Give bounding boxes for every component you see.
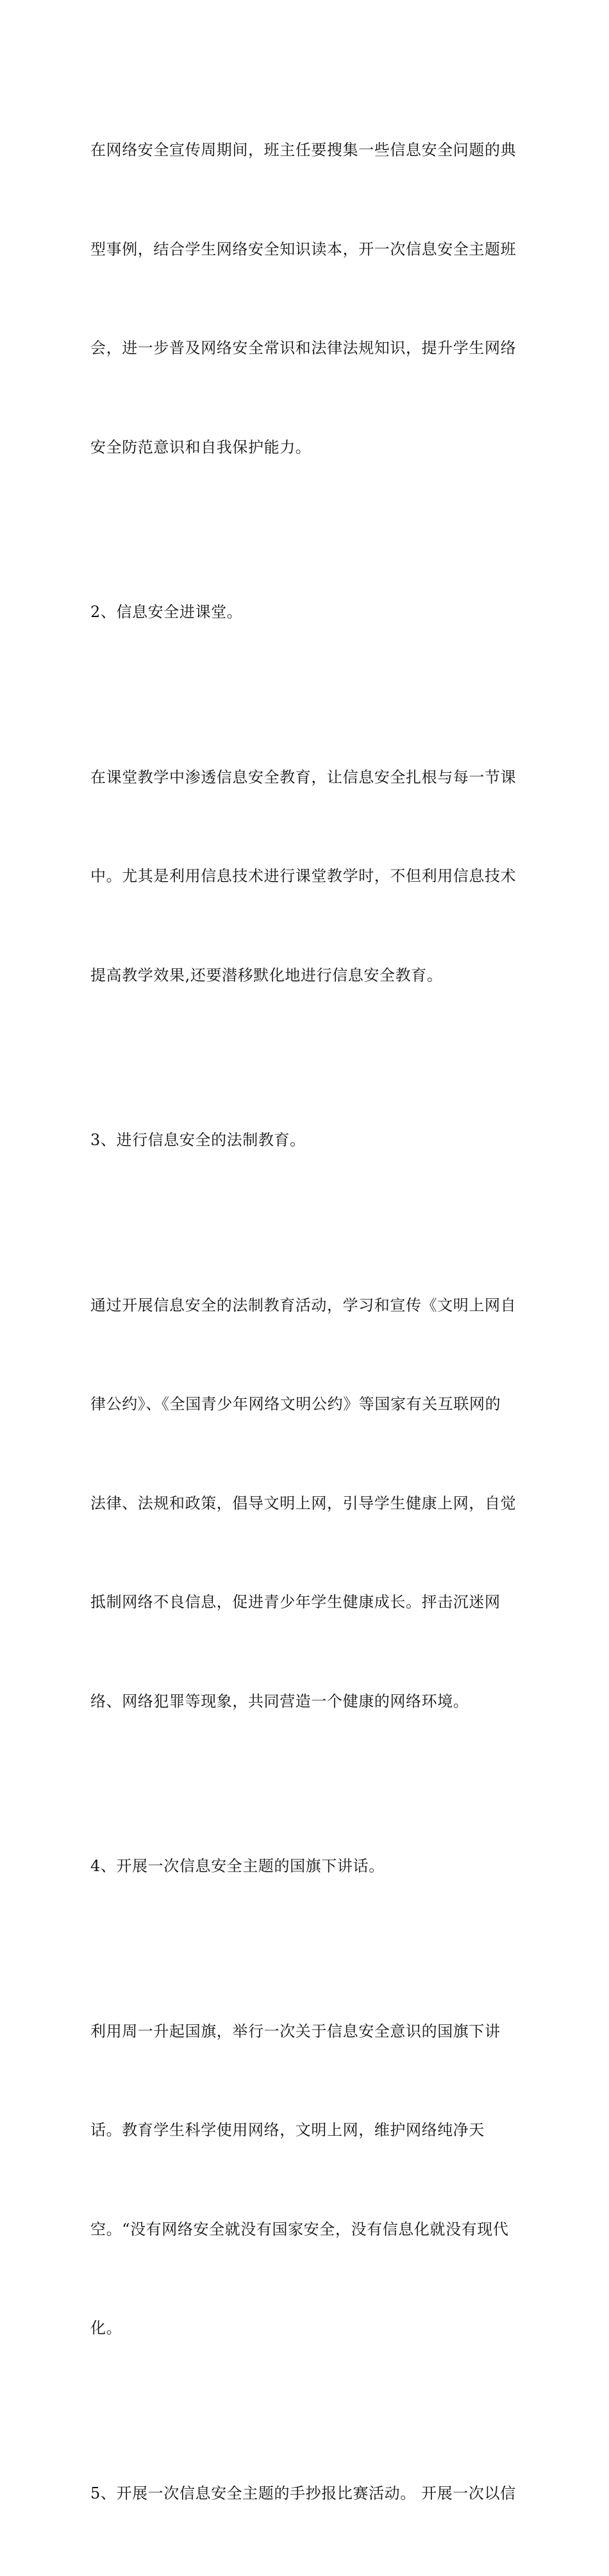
text-line: 络、网络犯罪等现象，共同营造一个健康的网络环境。 xyxy=(90,1685,526,1719)
text-line: 提高教学效果,还要潜移默化地进行信息安全教育。 xyxy=(90,959,526,993)
heading-item-4 xyxy=(90,1784,526,1949)
text-line: 抵制网络不良信息，促进青少年学生健康成长。抨击沉迷网 xyxy=(90,1586,526,1619)
heading-item-2 xyxy=(90,530,526,695)
text-line: 会，进一步普及网络安全常识和法律法规知识，提升学生网络 xyxy=(90,332,526,365)
document-page xyxy=(0,0,609,788)
text-line: 3、进行信息安全的法制教育。 xyxy=(90,1124,526,1157)
text-line: 通过开展信息安全的法制教育活动，学习和宣传《文明上网自 xyxy=(90,1289,526,1323)
text-line: 安全防范意识和自我保护能力。 xyxy=(90,431,526,465)
paragraph-flag-speech xyxy=(90,1949,526,2411)
text-line: 2、信息安全进课堂。 xyxy=(90,596,526,629)
text-line: 型事例，结合学生网络安全知识读本，开一次信息安全主题班 xyxy=(90,233,526,267)
text-line: 律公约》、《全国青少年网络文明公约》等国家有关互联网的 xyxy=(90,1388,526,1421)
text-line: 在网络安全宣传周期间，班主任要搜集一些信息安全问题的典 xyxy=(90,134,526,167)
text-line: 在课堂教学中渗透信息安全教育，让信息安全扎根与每一节课 xyxy=(90,761,526,795)
text-line: 利用周一升起国旗，举行一次关于信息安全意识的国旗下讲 xyxy=(90,2015,526,2049)
heading-item-5 xyxy=(90,2411,526,2576)
text-line: 5、开展一次信息安全主题的手抄报比赛活动。 开展一次以信 xyxy=(90,2477,526,2511)
text-line: 法律、法规和政策，倡导文明上网，引导学生健康上网，自觉 xyxy=(90,1487,526,1521)
paragraph-classroom xyxy=(90,695,526,1059)
text-line: 中。尤其是利用信息技术进行课堂教学时，不但利用信息技术 xyxy=(90,860,526,893)
paragraph-legal-education xyxy=(90,1223,526,1785)
text-line: 话。教育学生科学使用网络，文明上网，维护网络纯净天 xyxy=(90,2114,526,2147)
text-line: 化。 xyxy=(90,2312,526,2345)
text-line: 4、开展一次信息安全主题的国旗下讲话。 xyxy=(90,1850,526,1883)
document-body xyxy=(90,68,526,2576)
heading-item-3 xyxy=(90,1058,526,1223)
paragraph-class-meeting xyxy=(90,68,526,530)
text-line: 空。“没有网络安全就没有国家安全，没有信息化就没有现代 xyxy=(90,2213,526,2247)
